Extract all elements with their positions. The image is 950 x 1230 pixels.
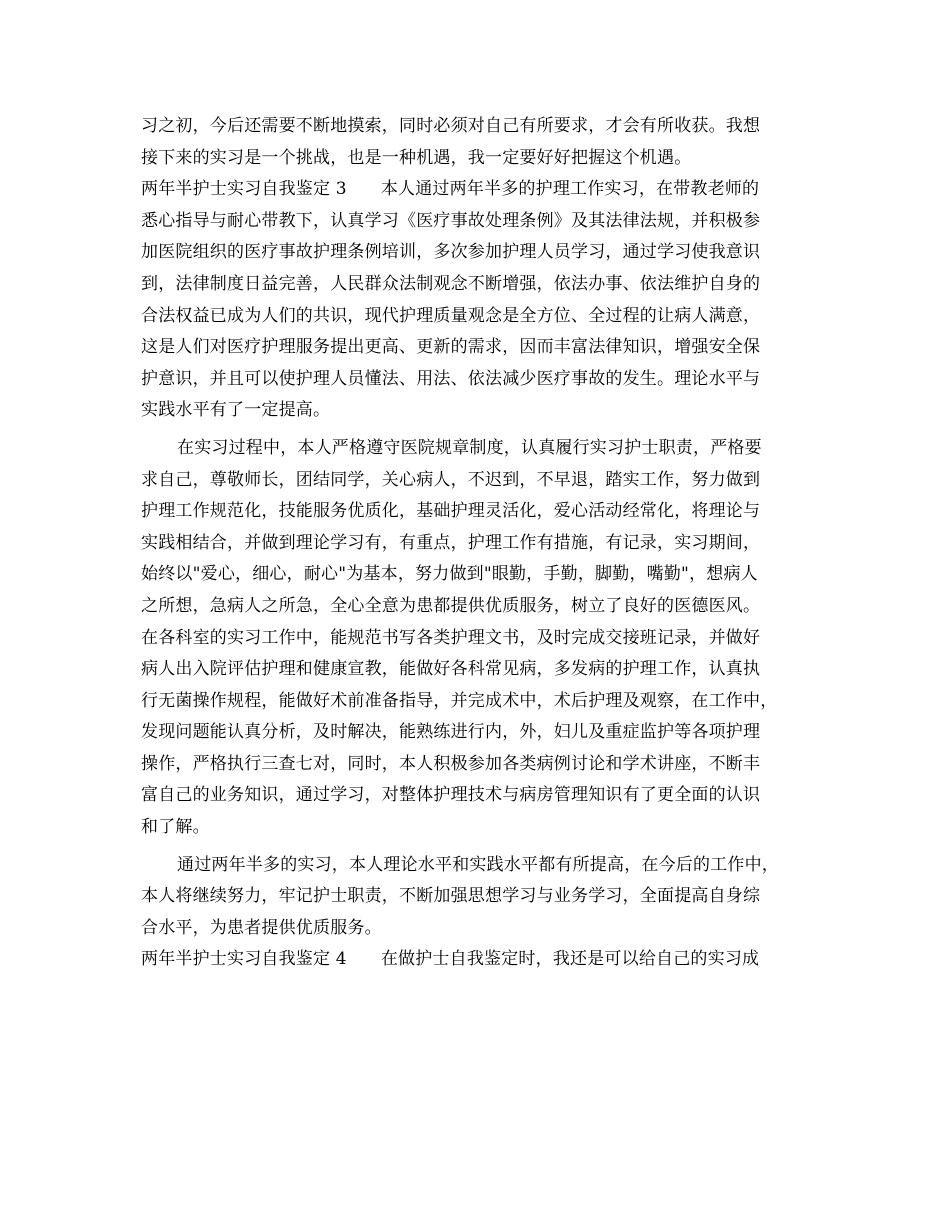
text-line: 合法权益已成为人们的共识，现代护理质量观念是全方位、全过程的让病人满意，	[141, 305, 761, 326]
text-line: 习之初，今后还需要不断地摸索，同时必须对自己有所要求，才会有所收获。我想	[141, 116, 761, 136]
section-heading-line	[141, 944, 819, 976]
text-line: 本人通过两年半多的护理工作实习，在带教老师的	[380, 179, 760, 200]
text-line: 接下来的实习是一个挑战，也是一种机遇，我一定要好好把握这个机遇。	[141, 147, 692, 168]
document-body	[141, 111, 819, 976]
text-line: 本人将继续努力，牢记护士职责，不断加强思想学习与业务学习，全面提高自身综	[141, 886, 761, 907]
text-line: 实践水平有了一定提高。	[141, 400, 331, 421]
text-line: 实践相结合，并做到理论学习有，有重点，护理工作有措施，有记录，实习期间，	[141, 532, 761, 553]
section-heading-line	[141, 174, 819, 206]
text-line: 到，法律制度日益完善，人民群众法制观念不断增强，依法办事、依法维护自身的	[141, 273, 761, 294]
section-heading: 两年半护士实习自我鉴定 4	[141, 949, 347, 970]
text-line: 行无菌操作规程，能做好术前准备指导，并完成术中，术后护理及观察，在工作中，	[141, 690, 778, 711]
text-line: 通过两年半多的实习，本人理论水平和实践水平都有所提高，在今后的工作中，	[177, 854, 779, 875]
text-line: 护意识，并且可以使护理人员懂法、用法、依法减少医疗事故的发生。理论水平与	[141, 368, 761, 389]
text-line: 之所想，急病人之所急，全心全意为患都提供优质服务，树立了良好的医德医风。	[141, 595, 761, 616]
text-line: 合水平，为患者提供优质服务。	[141, 917, 382, 938]
text-line: 护理工作规范化，技能服务优质化，基础护理灵活化，爱心活动经常化，将理论与	[141, 501, 761, 522]
text-line: 悉心指导与耐心带教下，认真学习《医疗事故处理条例》及其法律法规，并积极参	[141, 210, 761, 231]
text-line: 发现问题能认真分析，及时解决，能熟练进行内，外，妇儿及重症监护等各项护理	[141, 722, 761, 743]
text-line: 在做护士自我鉴定时，我还是可以给自己的实习成	[380, 949, 760, 970]
text-line: 求自己，尊敬师长，团结同学，关心病人，不迟到，不早退，踏实工作，努力做到	[141, 469, 761, 490]
text-line: 操作，严格执行三查七对，同时，本人积极参加各类病例讨论和学术讲座，不断丰	[141, 753, 761, 774]
text-line: 始终以"爱心，细心，耐心"为基本，努力做到"眼勤，手勤，脚勤，嘴勤"，想病人	[141, 564, 758, 585]
text-line: 和了解。	[141, 817, 210, 838]
text-line: 加医院组织的医疗事故护理条例培训，多次参加护理人员学习，通过学习使我意识	[141, 242, 761, 263]
text-line: 富自己的业务知识，通过学习，对整体护理技术与病房管理知识有了更全面的认识	[141, 785, 761, 806]
text-line: 在实习过程中，本人严格遵守医院规章制度，认真履行实习护士职责，严格要	[177, 437, 762, 458]
text-line: 在各科室的实习工作中，能规范书写各类护理文书，及时完成交接班记录，并做好	[141, 627, 761, 648]
text-line: 这是人们对医疗护理服务提出更高、更新的需求，因而丰富法律知识，增强安全保	[141, 337, 761, 358]
text-line: 病人出入院评估护理和健康宣教，能做好各科常见病，多发病的护理工作，认真执	[141, 659, 761, 680]
section-heading: 两年半护士实习自我鉴定 3	[141, 179, 347, 200]
